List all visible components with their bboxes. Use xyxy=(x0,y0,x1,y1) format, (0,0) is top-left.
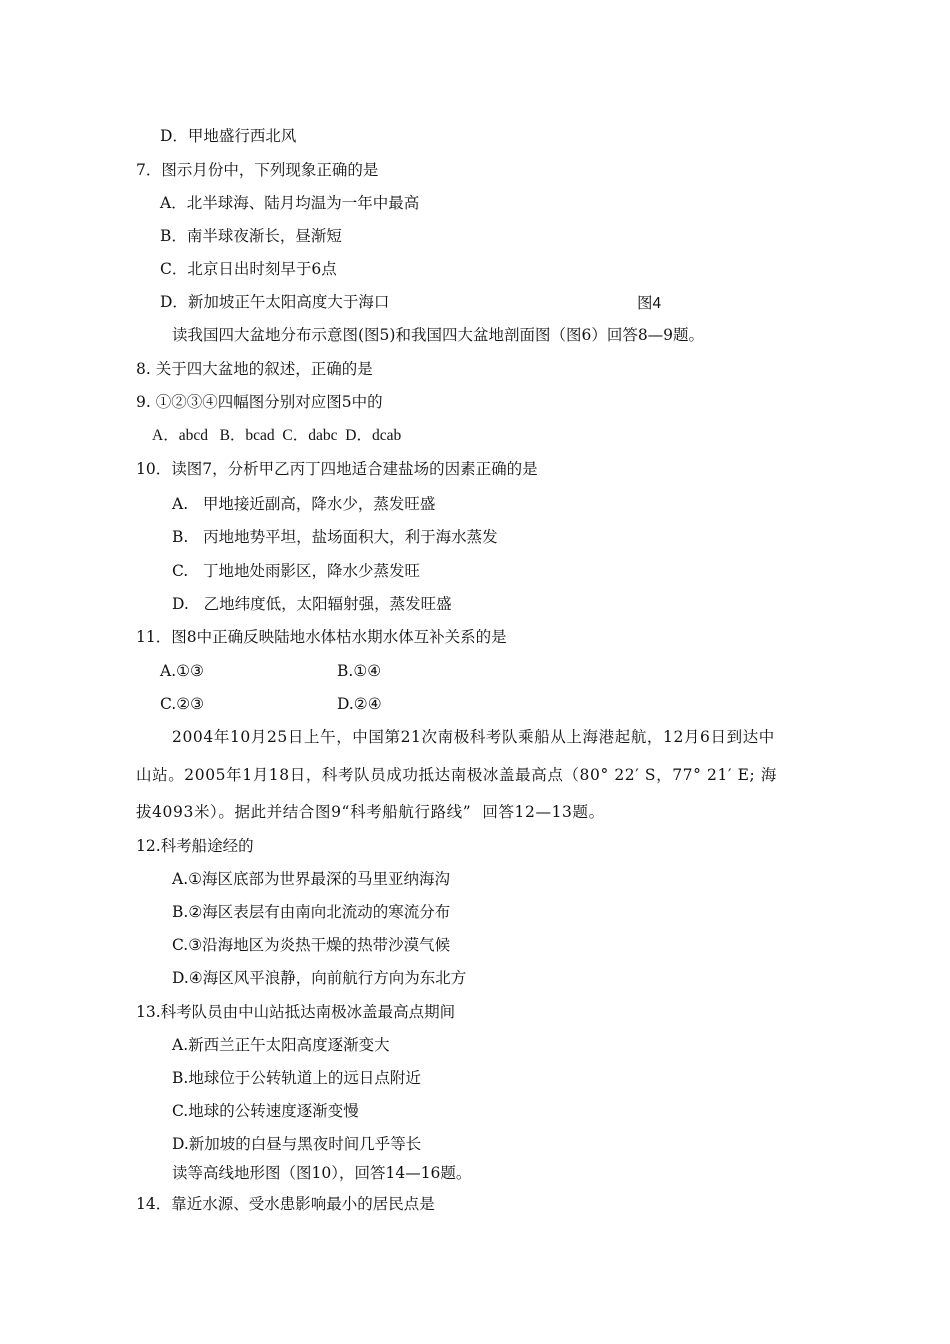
q7-option-c: C．北京日出时刻早于6点 xyxy=(160,260,337,278)
q11-stem: 11．图8中正确反映陆地水体枯水期水体互补关系的是 xyxy=(136,628,507,646)
q6-option-d: D．甲地盛行西北风 xyxy=(160,127,297,145)
q8-9-intro: 读我国四大盆地分布示意图(图5)和我国四大盆地剖面图（图6）回答8—9题。 xyxy=(172,326,705,344)
q12-option-d: D.④海区风平浪静，向前航行方向为东北方 xyxy=(172,969,467,987)
q13-option-c: C.地球的公转速度逐渐变慢 xyxy=(172,1102,359,1120)
q7-option-b: B．南半球夜渐长，昼渐短 xyxy=(160,227,342,245)
q13-option-d: D.新加坡的白昼与黑夜时间几乎等长 xyxy=(172,1135,422,1153)
q7-stem: 7．图示月份中，下列现象正确的是 xyxy=(136,161,379,179)
q10-option-d: D. 乙地纬度低，太阳辐射强，蒸发旺盛 xyxy=(172,595,452,613)
q13-option-b: B.地球位于公转轨道上的远日点附近 xyxy=(172,1069,421,1087)
q10-option-c: C. 丁地地处雨影区，降水少蒸发旺 xyxy=(172,562,421,580)
q8-stem: 8. 关于四大盆地的叙述，正确的是 xyxy=(136,360,373,378)
q11-option-b: B.①④ xyxy=(337,662,382,680)
q12-13-intro-line-1: 2004年10月25日上午，中国第21次南极科考队乘船从上海港起航，12月6日到达中 xyxy=(172,728,775,746)
q7-option-d: D．新加坡正午太阳高度大于海口 xyxy=(160,293,390,311)
q12-stem: 12.科考船途经的 xyxy=(136,837,254,855)
figure-4-label: 图4 xyxy=(637,295,662,312)
q13-option-a: A.新西兰正午太阳高度逐渐变大 xyxy=(172,1036,390,1054)
q7-option-a: A．北半球海、陆月均温为一年中最高 xyxy=(160,194,420,212)
q10-option-b: B. 丙地地势平坦，盐场面积大，利于海水蒸发 xyxy=(172,528,498,546)
q12-13-intro-line-3: 拔4093米）。据此并结合图9“科考船航行路线” 回答12—13题。 xyxy=(136,803,605,821)
q11-option-d: D.②④ xyxy=(337,695,382,713)
q11-option-a: A.①③ xyxy=(160,662,204,680)
q12-option-b: B.②海区表层有由南向北流动的寒流分布 xyxy=(172,903,451,921)
q12-option-a: A.①海区底部为世界最深的马里亚纳海沟 xyxy=(172,870,451,888)
q12-13-intro-line-2: 山站。2005年1月18日，科考队员成功抵达南极冰盖最高点（80° 22′ S，77° 21′ E; 海 xyxy=(136,766,777,784)
q10-stem: 10．读图7，分析甲乙丙丁四地适合建盐场的因素正确的是 xyxy=(136,460,538,478)
q12-option-c: C.③沿海地区为炎热干燥的热带沙漠气候 xyxy=(172,936,451,954)
q13-stem: 13.科考队员由中山站抵达南极冰盖最高点期间 xyxy=(136,1003,456,1021)
q10-option-a: A. 甲地接近副高，降水少，蒸发旺盛 xyxy=(172,495,436,513)
q14-stem: 14．靠近水源、受水患影响最小的居民点是 xyxy=(136,1195,435,1213)
q11-option-c: C.②③ xyxy=(160,695,205,713)
q14-16-intro: 读等高线地形图（图10），回答14—16题。 xyxy=(172,1164,472,1182)
q9-options: A．abcd B．bcad C．dabc D．dcab xyxy=(152,427,402,444)
q9-stem: 9. ①②③④四幅图分别对应图5中的 xyxy=(136,393,383,411)
